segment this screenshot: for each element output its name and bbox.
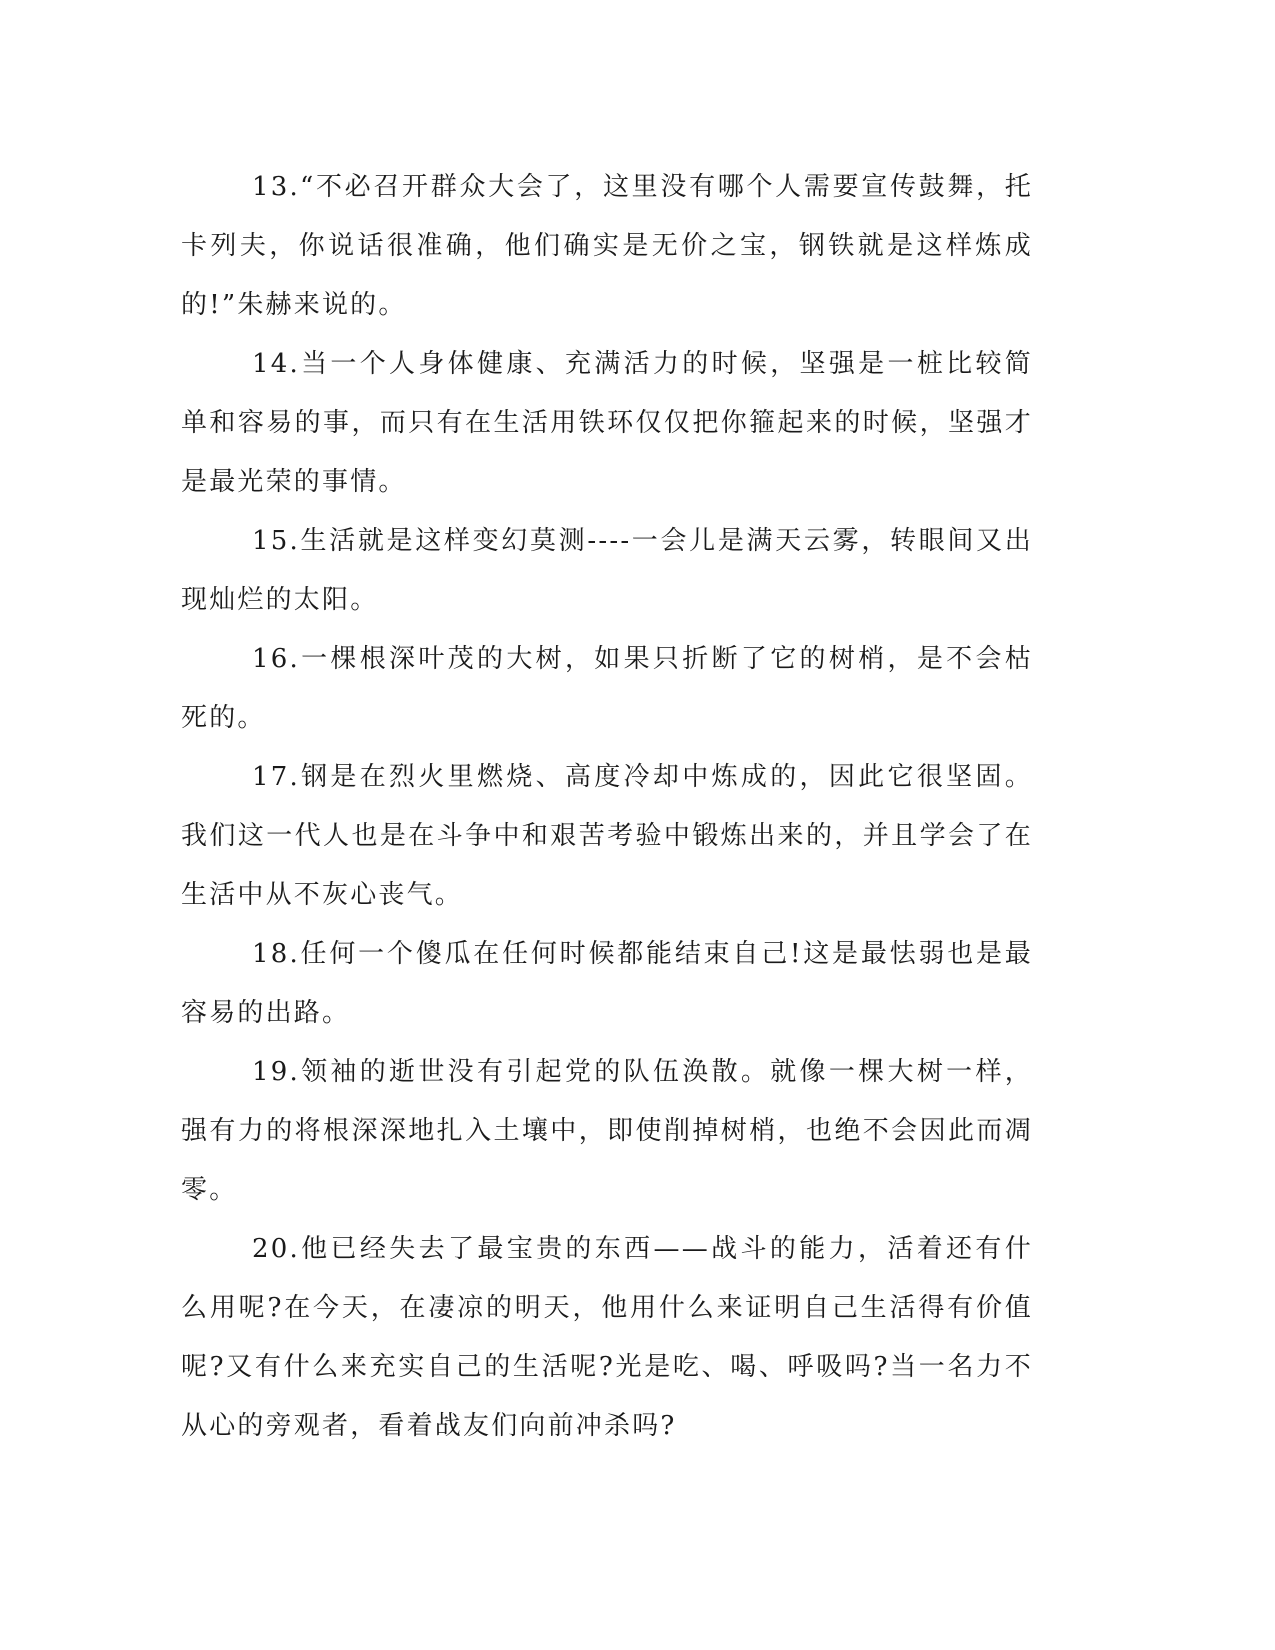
paragraph-16: 16.一棵根深叶茂的大树，如果只折断了它的树梢，是不会枯死的。	[181, 644, 1033, 733]
document-body	[181, 158, 1033, 1456]
paragraph-20: 20.他已经失去了最宝贵的东西——战斗的能力，活着还有什么用呢?在今天，在凄凉的明天，他用什么来证明自己生活得有价值呢?又有什么来充实自己的生活呢?光是吃、喝、呼吸吗?当一名力不从心的旁观者，看着战友们向前冲杀吗?	[181, 1234, 1033, 1441]
paragraph-15: 15.生活就是这样变幻莫测----一会儿是满天云雾，转眼间又出现灿烂的太阳。	[181, 526, 1033, 615]
paragraph-18: 18.任何一个傻瓜在任何时候都能结束自己!这是最怯弱也是最容易的出路。	[181, 939, 1033, 1028]
paragraph-13: 13.“不必召开群众大会了，这里没有哪个人需要宣传鼓舞，托卡列夫，你说话很准确，他们确实是无价之宝，钢铁就是这样炼成的!”朱赫来说的。	[181, 172, 1033, 320]
paragraph-19: 19.领袖的逝世没有引起党的队伍涣散。就像一棵大树一样，强有力的将根深深地扎入土壤中，即使削掉树梢，也绝不会因此而凋零。	[181, 1057, 1033, 1205]
paragraph-17: 17.钢是在烈火里燃烧、高度冷却中炼成的，因此它很坚固。我们这一代人也是在斗争中和艰苦考验中锻炼出来的，并且学会了在生活中从不灰心丧气。	[181, 762, 1033, 910]
paragraph-14: 14.当一个人身体健康、充满活力的时候，坚强是一桩比较简单和容易的事，而只有在生活用铁环仅仅把你箍起来的时候，坚强才是最光荣的事情。	[181, 349, 1033, 497]
